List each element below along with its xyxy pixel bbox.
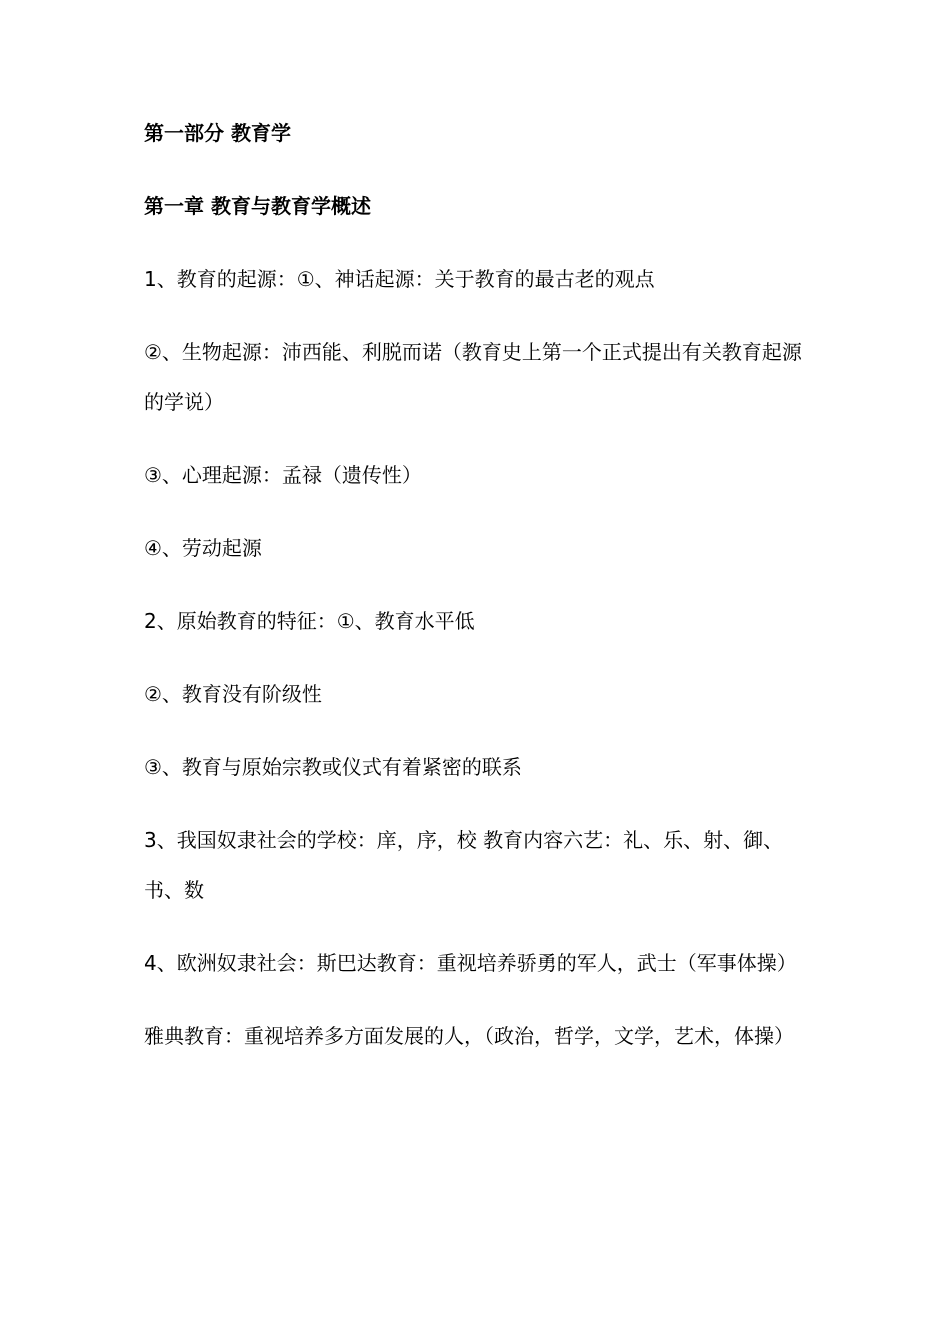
paragraph-origin-labor: ④、劳动起源 [144, 536, 262, 560]
paragraph-primitive-education-3: ③、教育与原始宗教或仪式有着紧密的联系 [144, 755, 522, 779]
paragraph-origin-myth: 1、教育的起源：①、神话起源：关于教育的最古老的观点 [144, 267, 655, 291]
paragraph-primitive-education-1: 2、原始教育的特征：①、教育水平低 [144, 609, 475, 633]
paragraph-athens-education: 雅典教育：重视培养多方面发展的人，（政治，哲学，文学，艺术，体操） [144, 1024, 794, 1048]
paragraph-sparta-education: 4、欧洲奴隶社会：斯巴达教育：重视培养骄勇的军人，武士（军事体操） [144, 951, 797, 975]
paragraph-primitive-education-2: ②、教育没有阶级性 [144, 682, 322, 706]
paragraph-slave-society-schools: 3、我国奴隶社会的学校：庠，序，校 教育内容六艺：礼、乐、射、御、书、数 [144, 828, 784, 902]
paragraph-origin-psychological: ③、心理起源：孟禄（遗传性） [144, 463, 422, 487]
part-title: 第一部分 教育学 [144, 121, 291, 145]
chapter-title: 第一章 教育与教育学概述 [144, 194, 371, 218]
document-body [144, 108, 812, 1084]
paragraph-origin-biological: ②、生物起源：沛西能、利脱而诺（教育史上第一个正式提出有关教育起源的学说） [144, 340, 802, 414]
